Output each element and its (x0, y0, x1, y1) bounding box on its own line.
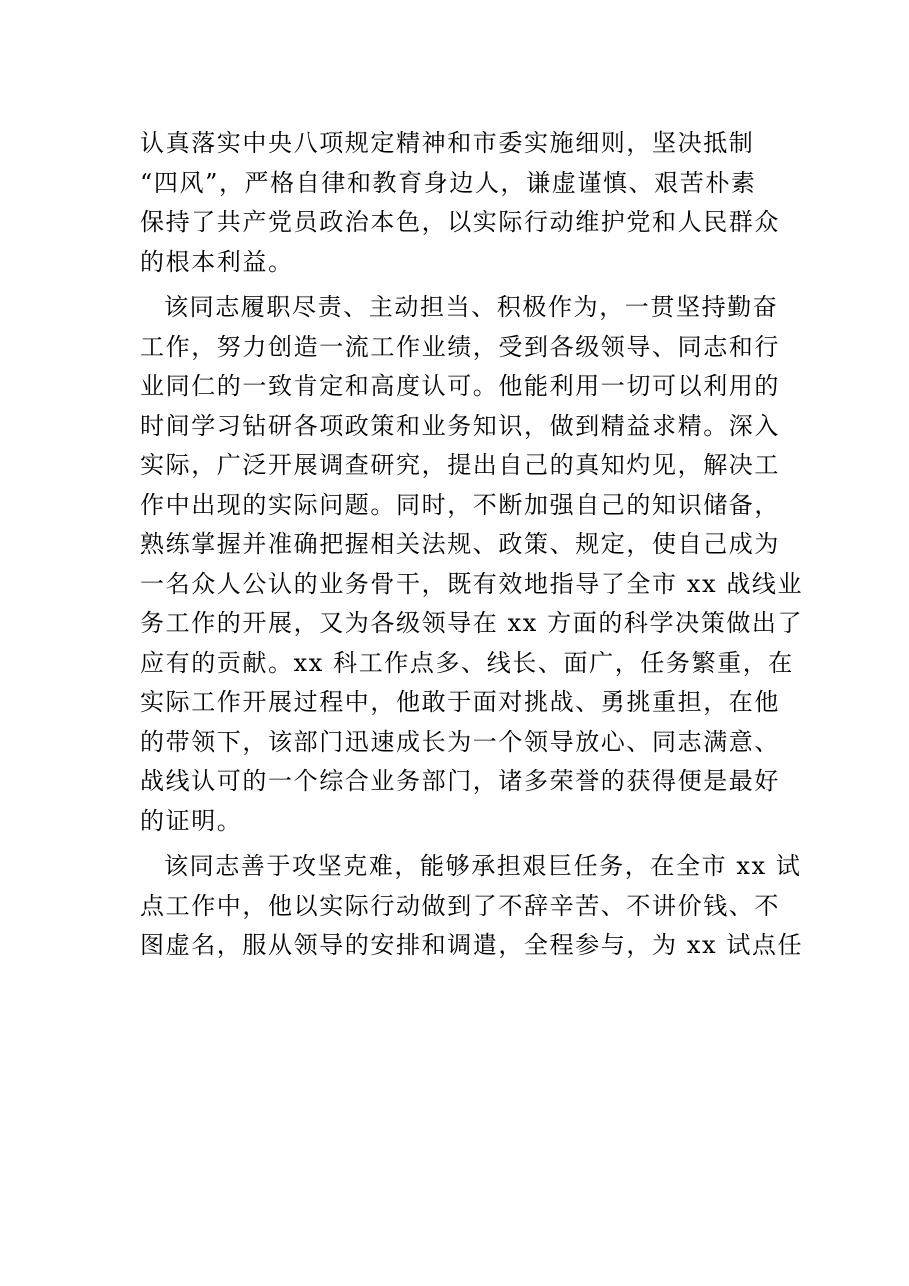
text-line: 图虚名，服从领导的安排和调遣，全程参与，为 xx 试点任 (140, 931, 804, 959)
text-line: 点工作中，他以实际行动做到了不辞辛苦、不讲价钱、不 (140, 891, 780, 920)
text-line: 实际，广泛开展调查研究，提出自己的真知灼见，解决工 (140, 451, 780, 479)
text-line: 作中出现的实际问题。同时，不断加强自己的知识储备， (140, 490, 780, 519)
text-line: 时间学习钻研各项政策和业务知识，做到精益求精。深入 (140, 411, 780, 440)
text-line: 应有的贡献。xx 科工作点多、线长、面广，任务繁重，在 (140, 648, 794, 677)
text-line: 认真落实中央八项规定精神和市委实施细则，坚决抵制 (140, 129, 755, 157)
text-line: 熟练掌握并准确把握相关法规、政策、规定，使自己成为 (140, 530, 780, 558)
text-line: 一名众人公认的业务骨干，既有效地指导了全市 xx 战线业 (140, 569, 804, 598)
text-line: 该同志履职尽责、主动担当、积极作为，一贯坚持勤奋 (164, 293, 779, 321)
text-line: 的证明。 (140, 806, 243, 835)
text-line: 保持了共产党员政治本色，以实际行动维护党和人民群众 (140, 208, 780, 236)
paragraph-1 (140, 124, 780, 282)
text-line: “四风”，严格自律和教育身边人，谦虚谨慎、艰苦朴素 (140, 168, 757, 197)
paragraph-2 (140, 288, 804, 841)
text-line: 的带领下，该部门迅速成长为一个领导放心、同志满意、 (140, 727, 780, 756)
text-line: 的根本利益。 (140, 247, 294, 276)
document-body (140, 124, 804, 966)
text-line: 业同仁的一致肯定和高度认可。他能利用一切可以利用的 (140, 372, 780, 400)
paragraph-3 (140, 847, 804, 966)
text-line: 该同志善于攻坚克难，能够承担艰巨任务，在全市 xx 试 (164, 852, 802, 880)
text-line: 务工作的开展，又为各级领导在 xx 方面的科学决策做出了 (140, 609, 804, 637)
text-line: 工作，努力创造一流工作业绩，受到各级领导、同志和行 (140, 332, 780, 361)
text-line: 实际工作开展过程中，他敢于面对挑战、勇挑重担，在他 (140, 688, 780, 716)
text-line: 战线认可的一个综合业务部门，诸多荣誉的获得便是最好 (140, 767, 780, 795)
